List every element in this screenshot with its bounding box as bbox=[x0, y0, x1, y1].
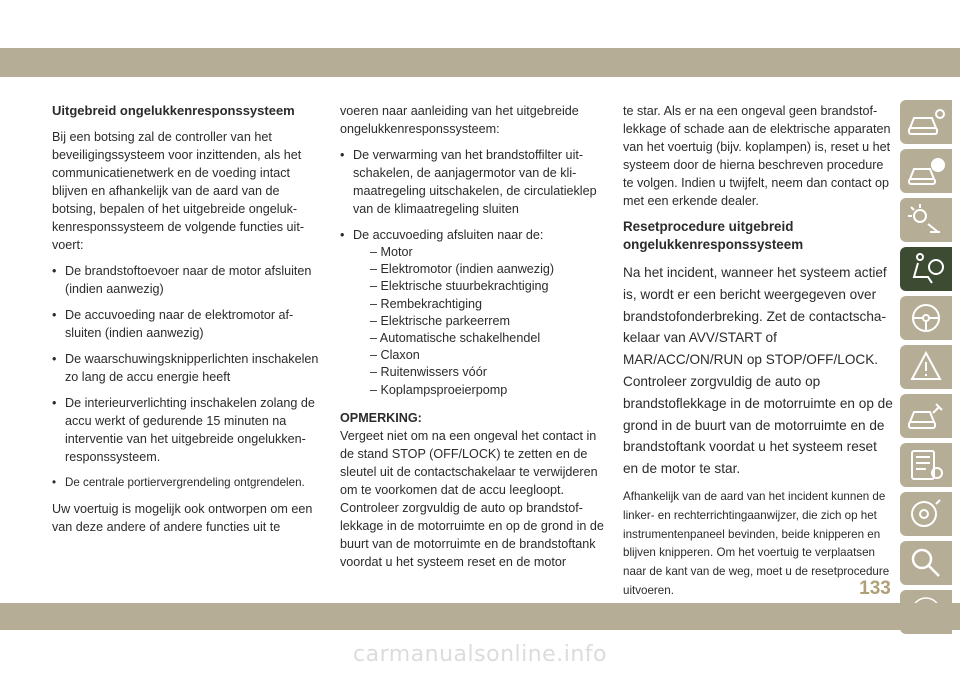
top-band bbox=[0, 48, 960, 77]
tab-servicing[interactable] bbox=[900, 394, 952, 438]
sub-item: – Ruitenwissers vóór bbox=[370, 365, 487, 380]
small-paragraph: Afhankelijk van de aard van het incident kunnen de linker- en rechterrichtingaanwijzer, die zich op het instrumentenpaneel bevinden, beide knipperen en blijven knipperen. Om het voertuig te verplaatsen naar de kant van de weg, moet u de resetprocedure uitvoeren. bbox=[623, 489, 890, 597]
sub-item: – Rembekrachtiging bbox=[370, 296, 483, 311]
sub-item: – Claxon bbox=[370, 348, 420, 363]
section-heading: Resetprocedure uitgebreid ongelukkenresponssysteem bbox=[623, 219, 804, 252]
steering-wheel-icon bbox=[906, 300, 946, 336]
car-key-icon bbox=[906, 104, 946, 140]
tab-driving[interactable] bbox=[900, 296, 952, 340]
seat-airbag-icon bbox=[906, 251, 946, 287]
bullet-item: • De accuvoeding naar de elektromotor afsluiten (indien aanwezig) bbox=[52, 308, 294, 340]
sub-item: – Elektrische stuurbekrachtiging bbox=[370, 279, 549, 294]
tab-maintenance[interactable] bbox=[900, 443, 952, 487]
page-number: 133 bbox=[859, 578, 891, 599]
section-heading: Uitgebreid ongelukkenresponssysteem bbox=[52, 103, 295, 118]
tab-specifications[interactable] bbox=[900, 541, 952, 585]
sub-item: – Motor bbox=[370, 245, 413, 259]
multimedia-icon bbox=[906, 496, 946, 532]
sub-item: – Koplampsproeierpomp bbox=[370, 382, 508, 397]
car-warning-icon bbox=[906, 349, 946, 385]
bullet-item: • De interieurverlichting inschakelen zolang de accu werkt of gedurende 15 minuten na interventie van het uitgebreide ongelukkenresponssysteem. bbox=[52, 396, 315, 464]
tab-car-info[interactable] bbox=[900, 149, 952, 193]
tab-car-key[interactable] bbox=[900, 100, 952, 144]
bullet-item: • De centrale portiervergrendeling ontgrendelen. bbox=[52, 476, 305, 489]
tab-multimedia[interactable] bbox=[900, 492, 952, 536]
car-service-icon bbox=[906, 398, 946, 434]
bottom-band bbox=[0, 603, 960, 630]
chapter-tabs bbox=[896, 100, 960, 639]
bullet-item: • De brandstoftoevoer naar de motor afsluiten (indien aanwezig) bbox=[52, 264, 312, 296]
sub-item: – Automatische schakelhendel bbox=[370, 331, 541, 346]
reset-paragraph: Na het incident, wanneer het systeem actief is, wordt er een bericht weergegeven over brandstofonderbreking. Zet de contactschakelaar van AVV/START of MAR/ACC/ON/RUN op STOP/OFF/LOCK. Controleer zorgvuldig de auto op brandstoflekkage in de motorruimte en op de grond in de buurt van de motorruimte en de brandstoftank voordat u het systeem reset en de motor te star. bbox=[623, 265, 893, 477]
tab-warning-lights[interactable] bbox=[900, 198, 952, 242]
tab-emergency[interactable] bbox=[900, 345, 952, 389]
column-2 bbox=[340, 102, 612, 579]
note-title: OPMERKING: bbox=[340, 410, 422, 425]
sub-item: – Elektrische parkeerrem bbox=[370, 313, 510, 328]
sub-item: – Elektromotor (indien aanwezig) bbox=[370, 262, 555, 277]
column-1 bbox=[52, 102, 324, 544]
warning-light-icon bbox=[906, 202, 946, 238]
bullet-item: • De accuvoeding afsluiten naar de: bbox=[340, 228, 544, 242]
bullet-item: • De waarschuwingsknipperlichten inschakelen zo lang de accu energie heeft bbox=[52, 352, 319, 384]
intro-paragraph: Bij een botsing zal de controller van het beveiligingssysteem voor inzittenden, als het communicatienetwerk en de voeding intact blijven en afhankelijk van de aard van de botsing, bepalen of het uitgebreide ongelukkenresponssysteem de volgende functies uitvoert: bbox=[52, 130, 305, 252]
car-info-icon bbox=[906, 153, 946, 189]
tab-safety[interactable] bbox=[900, 247, 952, 291]
continued-paragraph: te star. Als er na een ongeval geen brandstoflekkage of schade aan de elektrische apparaten van het voertuig (bijv. koplampen) is, reset u het systeem door de hierna beschreven procedure te volgen. Indien u twijfelt, neem dan contact op met een erkende dealer. bbox=[623, 104, 891, 208]
watermark: carmanualsonline.info bbox=[353, 642, 607, 667]
continued-paragraph: voeren naar aanleiding van het uitgebreide ongelukkenresponssysteem: bbox=[340, 104, 579, 136]
note-text: Vergeet niet om na een ongeval het contact in de stand STOP (OFF/LOCK) te zetten en de sleutel uit de contactschakelaar te verwijderen om te voorkomen dat de accu leegloopt. Controleer zorgvuldig de auto op brandstoflekkage in de motorruimte en op de grond in de buurt van de motorruimte en de brandstoftank voordat u het systeem reset en de motor bbox=[340, 428, 604, 569]
bullet-item: • De verwarming van het brandstoffilter uitschakelen, de aanjagermotor van de klimaatregeling uitschakelen, de circulatieklep van de klimaatregeling sluiten bbox=[340, 148, 597, 216]
magnifier-icon bbox=[906, 545, 946, 581]
maintenance-list-icon bbox=[906, 447, 946, 483]
outro-paragraph: Uw voertuig is mogelijk ook ontworpen om een van deze andere of andere functies uit te bbox=[52, 502, 313, 534]
column-3 bbox=[623, 102, 895, 609]
